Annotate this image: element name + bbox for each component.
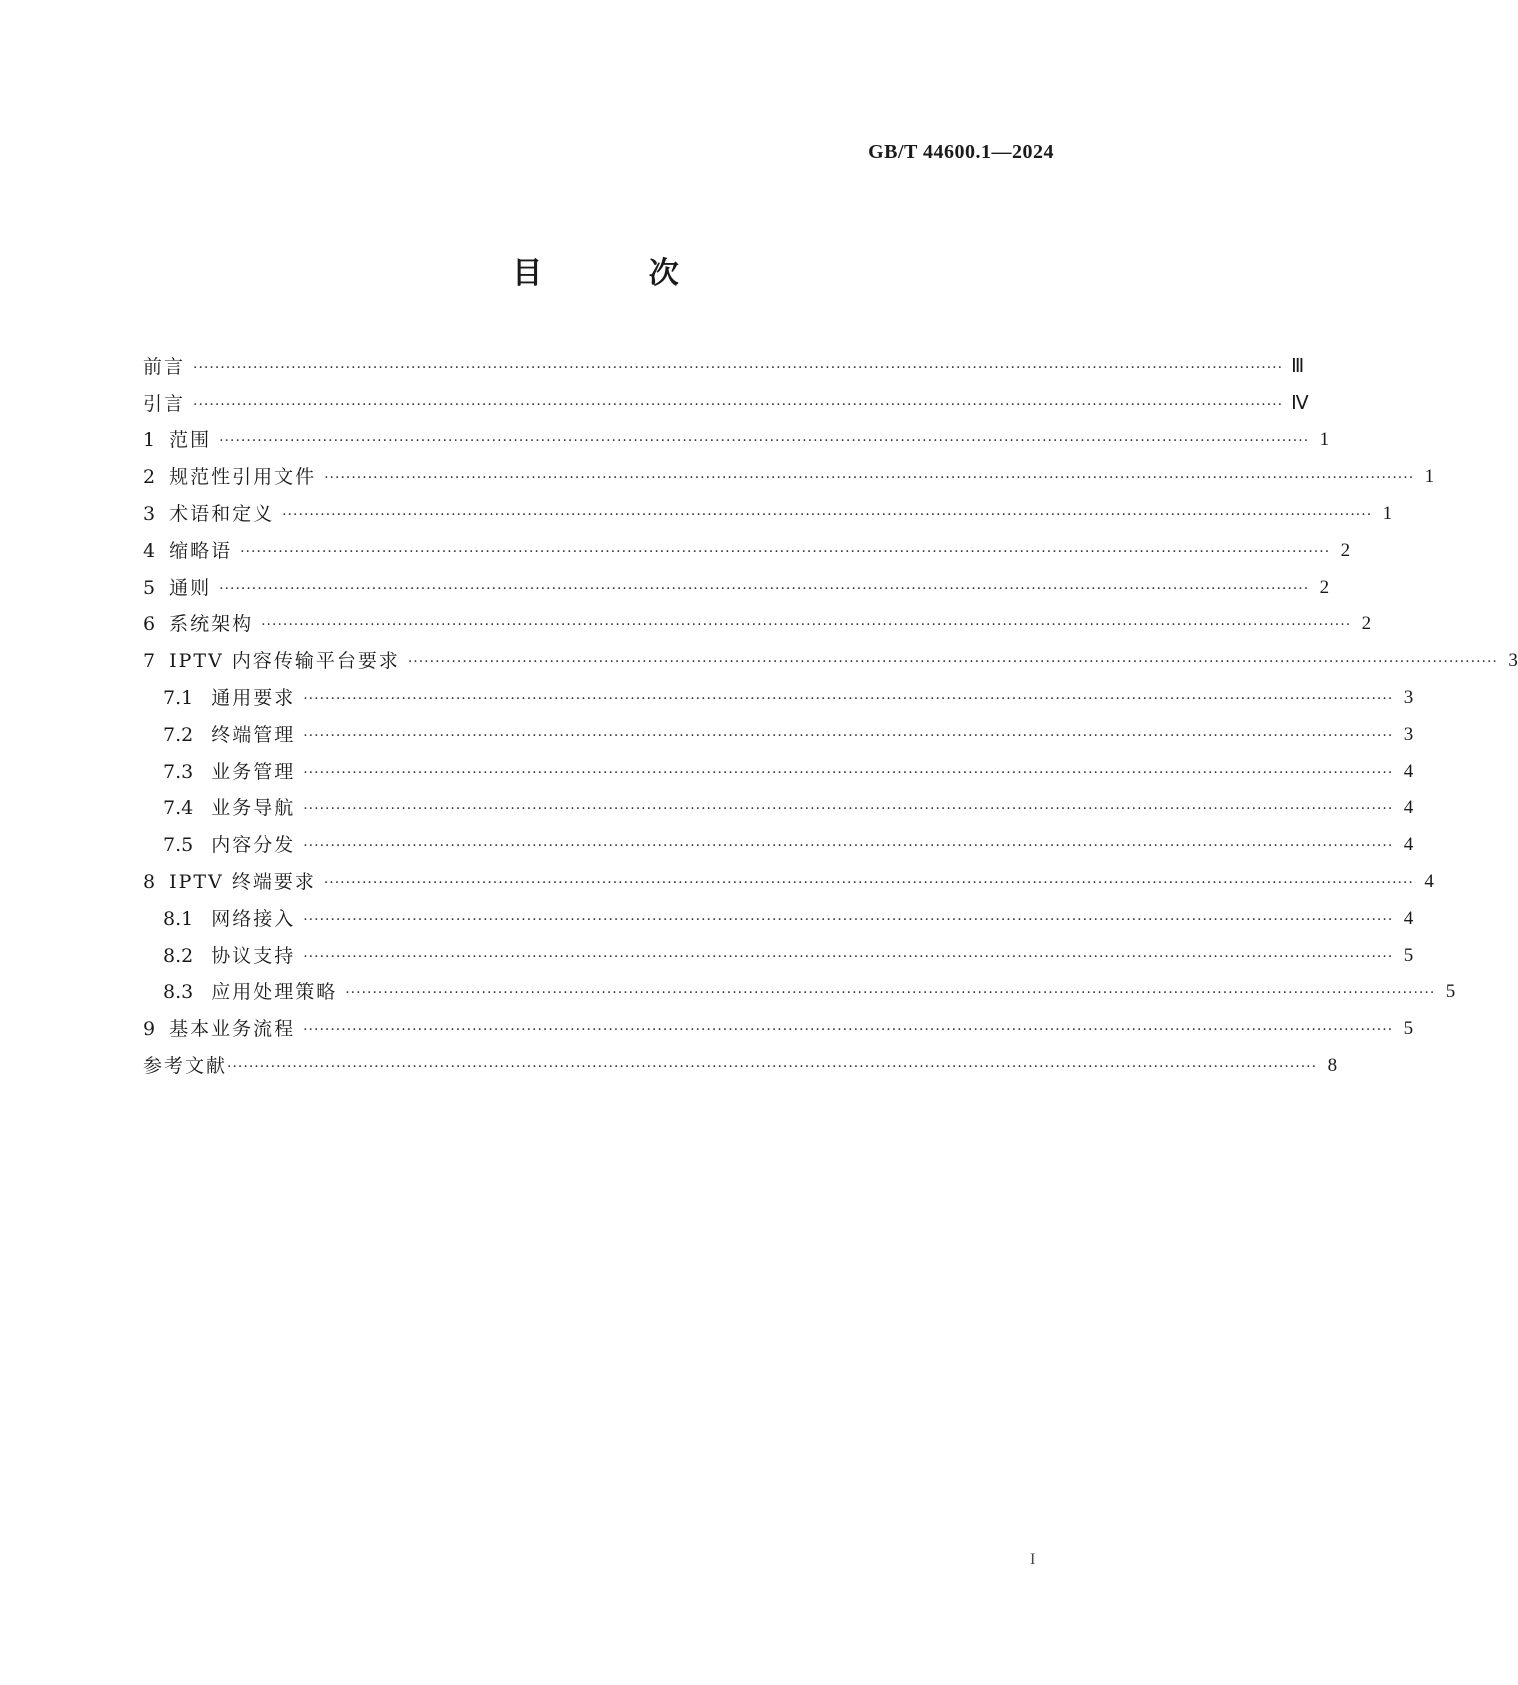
toc-dot-leader: ········································································································································································································	[303, 764, 1394, 781]
page-number: I	[1030, 1551, 1036, 1568]
toc-entry-label: 通则	[169, 576, 212, 599]
toc-entry-label: 系统架构	[169, 613, 254, 636]
toc-entry-label: 业务管理	[211, 760, 296, 783]
toc-entry-page: 1	[1382, 502, 1393, 524]
toc-entry[interactable]	[143, 857, 1434, 894]
toc-entry-page: 4	[1403, 907, 1414, 929]
toc-entry-page: Ⅲ	[1291, 355, 1305, 377]
toc-entry-label: 业务导航	[211, 797, 296, 820]
toc-entry-label: 内容分发	[211, 834, 296, 857]
toc-entry[interactable]	[143, 784, 1414, 821]
toc-entry[interactable]	[143, 379, 1309, 416]
toc-dot-leader: ········································································································································································································	[261, 617, 1352, 634]
toc-dot-leader: ········································································································································································································	[324, 470, 1415, 487]
toc-entry-number: 6	[143, 613, 156, 636]
toc-entry[interactable]	[143, 968, 1456, 1005]
toc-entry-number: 8.1	[163, 907, 194, 930]
toc-entry-page: 1	[1424, 466, 1435, 488]
toc-entry[interactable]	[143, 563, 1330, 600]
toc-dot-leader: ········································································································································································································	[303, 838, 1394, 855]
toc-entry-page: 5	[1445, 981, 1456, 1003]
toc-entry-page: 5	[1403, 1018, 1414, 1040]
toc-entry-label: IPTV 终端要求	[169, 870, 316, 893]
toc-entry-page: 2	[1340, 539, 1351, 561]
toc-dot-leader: ········································································································································································································	[193, 359, 1284, 376]
toc-entry-number: 5	[143, 576, 156, 599]
toc-entry-page: 2	[1361, 613, 1372, 635]
page-title: 目 次	[512, 256, 727, 291]
toc-entry-page: 3	[1403, 723, 1414, 745]
toc-entry-label: 通用要求	[211, 686, 296, 709]
toc-entry-number: 7.4	[163, 797, 194, 820]
toc-entry[interactable]	[143, 342, 1305, 379]
toc-entry-label: 基本业务流程	[169, 1018, 296, 1041]
toc-entry-number: 1	[143, 429, 156, 452]
toc-entry-number: 7	[143, 650, 156, 673]
toc-entry-label: 应用处理策略	[211, 981, 338, 1004]
toc-entry-number: 7.1	[163, 686, 194, 709]
standard-code: GB/T 44600.1—2024	[868, 141, 1054, 163]
toc-entry-label: 前言	[143, 355, 186, 378]
toc-entry-number: 4	[143, 539, 156, 562]
toc-entry[interactable]	[143, 416, 1330, 453]
toc-entry-label: 规范性引用文件	[169, 466, 317, 489]
toc-dot-leader: ········································································································································································································	[219, 433, 1310, 450]
toc-entry[interactable]	[143, 673, 1414, 710]
toc-entry[interactable]	[143, 710, 1414, 747]
toc-entry[interactable]	[143, 526, 1351, 563]
toc-entry-page: 2	[1319, 576, 1330, 598]
toc-entry[interactable]	[143, 452, 1435, 489]
toc-dot-leader: ········································································································································································································	[323, 874, 1414, 891]
toc-entry-label: 范围	[169, 429, 212, 452]
toc-entry-label: 术语和定义	[169, 502, 275, 525]
toc-dot-leader: ········································································································································································································	[303, 690, 1394, 707]
toc-entry-page: 3	[1403, 686, 1414, 708]
toc-entry-number: 8.3	[163, 981, 194, 1004]
toc-entry-label: 引言	[143, 392, 186, 415]
toc-entry[interactable]	[143, 894, 1414, 931]
toc-entry-page: 8	[1327, 1054, 1338, 1076]
toc-entry-label: 缩略语	[169, 539, 233, 562]
toc-dot-leader: ········································································································································································································	[303, 1022, 1394, 1039]
toc-entry-page: 3	[1508, 650, 1518, 672]
toc-entry-page: 4	[1403, 760, 1414, 782]
toc-entry-label: 参考文献	[143, 1054, 228, 1077]
toc-entry[interactable]	[143, 931, 1414, 968]
toc-entry-number: 7.3	[163, 760, 194, 783]
toc-dot-leader: ········································································································································································································	[282, 506, 1373, 523]
toc-entry[interactable]	[143, 1041, 1338, 1078]
toc-dot-leader: ········································································································································································································	[227, 1058, 1318, 1075]
toc-entry-page: 1	[1319, 429, 1330, 451]
toc-dot-leader: ········································································································································································································	[303, 801, 1394, 818]
toc-entry[interactable]	[143, 600, 1372, 637]
toc-entry[interactable]	[143, 747, 1414, 784]
toc-entry-page: 5	[1403, 944, 1414, 966]
toc-entry[interactable]	[143, 489, 1393, 526]
toc-entry-label: IPTV 内容传输平台要求	[169, 650, 400, 673]
toc-dot-leader: ········································································································································································································	[219, 580, 1310, 597]
toc-entry[interactable]	[143, 1004, 1414, 1041]
toc-dot-leader: ········································································································································································································	[303, 948, 1394, 965]
toc-entry-number: 2	[143, 466, 156, 489]
toc-entry-page: 4	[1424, 870, 1434, 892]
toc-entry-page: Ⅳ	[1291, 392, 1309, 414]
toc-entry-number: 8	[143, 870, 156, 893]
toc-entry[interactable]	[143, 820, 1414, 857]
toc-entry-label: 终端管理	[211, 723, 296, 746]
toc-entry-page: 4	[1403, 834, 1414, 856]
toc-entry[interactable]	[143, 636, 1518, 673]
toc-dot-leader: ········································································································································································································	[303, 727, 1394, 744]
toc-dot-leader: ········································································································································································································	[345, 985, 1436, 1002]
toc-entry-label: 网络接入	[211, 907, 296, 930]
toc-entry-number: 9	[143, 1018, 156, 1041]
toc-dot-leader: ········································································································································································································	[240, 543, 1331, 560]
toc-entry-number: 8.2	[163, 944, 194, 967]
toc-entry-number: 7.5	[163, 834, 194, 857]
toc-dot-leader: ········································································································································································································	[407, 654, 1498, 671]
table-of-contents	[143, 342, 1518, 1078]
toc-dot-leader: ········································································································································································································	[193, 396, 1284, 413]
toc-entry-number: 3	[143, 502, 156, 525]
toc-entry-label: 协议支持	[211, 944, 296, 967]
toc-entry-number: 7.2	[163, 723, 194, 746]
toc-entry-page: 4	[1403, 797, 1414, 819]
toc-dot-leader: ········································································································································································································	[303, 911, 1394, 928]
